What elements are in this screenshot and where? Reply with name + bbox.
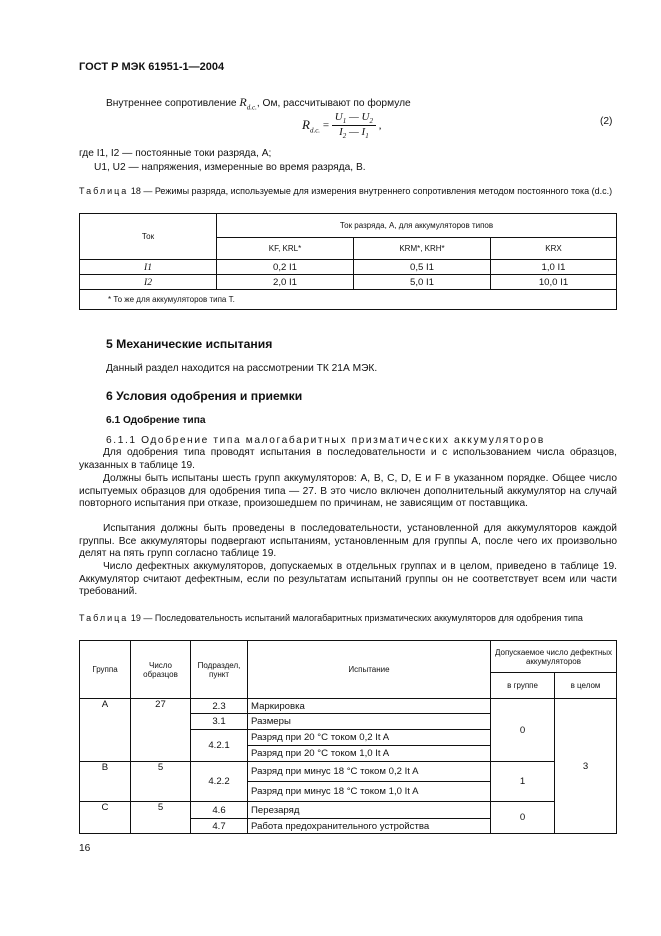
formula-intro-text: Внутреннее сопротивление (106, 98, 237, 109)
t18-cell: 2,0 I1 (217, 275, 354, 290)
section611-title: 6.1.1 Одобрение типа малогабаритных призматических аккумуляторов (106, 435, 545, 446)
t19-test: Перезаряд (248, 802, 491, 819)
t18-cell: 0,5 I1 (354, 260, 491, 275)
t19-defects-c: 0 (491, 802, 555, 834)
t19-head-group: Группа (80, 641, 131, 699)
t18-footnote: * То же для аккумуляторов типа Т. (80, 290, 617, 310)
t18-cell: 5,0 I1 (354, 275, 491, 290)
table-row (80, 762, 617, 782)
t18-cell: 10,0 I1 (491, 275, 617, 290)
paragraph-3: Испытания должны быть проведены в последовательности, установленной для аккумуляторов каждой группы. Все аккумуляторы подвергают испытаниям, установленным для группы А, после чего их произвольно делят на пять групп согласно таблице 19. (79, 523, 617, 560)
t19-samples-c: 5 (131, 802, 191, 834)
t19-head-test: Испытание (248, 641, 491, 699)
t19-clause: 4.6 (191, 802, 248, 819)
t19-clause: 4.2.1 (191, 730, 248, 762)
t18-current: I1 (80, 260, 217, 275)
rdc-symbol: $R_{d.c.}$ (239, 95, 257, 112)
table-row (80, 802, 617, 819)
table-row (80, 275, 617, 290)
t19-test: Разряд при минус 18 °С током 1,0 It A (248, 782, 491, 802)
t19-test: Работа предохранительного устройства (248, 819, 491, 834)
t19-samples-a: 27 (131, 699, 191, 762)
t18-current: I2 (80, 275, 217, 290)
where-line-1: где I1, I2 — постоянные токи разряда, А; (79, 148, 272, 159)
table-18 (79, 213, 617, 310)
t18-head-current: Ток (80, 214, 217, 260)
formula-fraction: $\frac{U_1 — U_2}{I_2 — I_1}$ (332, 111, 376, 140)
page-number: 16 (79, 843, 91, 854)
table-row (80, 699, 617, 714)
t19-group-b: B (80, 762, 131, 802)
t19-samples-b: 5 (131, 762, 191, 802)
t19-head-defects: Допускаемое число дефектных аккумуляторов (491, 641, 617, 673)
paragraph-4: Число дефектных аккумуляторов, допускаемых в отдельных группах и в целом, приведено в таблице 19. Аккумулятор считают дефектным, если по результатам испытаний группы он не соответствует всем или части требований. (79, 561, 617, 598)
t19-head-clause: Подраздел, пункт (191, 641, 248, 699)
t19-group-a: A (80, 699, 131, 762)
standard-header: ГОСТ Р МЭК 61951-1—2004 (79, 61, 225, 73)
t19-test: Маркировка (248, 699, 491, 714)
t19-clause: 4.7 (191, 819, 248, 834)
t18-type-3: KRX (491, 238, 617, 260)
t19-defects-b: 1 (491, 762, 555, 802)
t19-head-in-group: в группе (491, 673, 555, 699)
section6-title: 6 Условия одобрения и приемки (106, 389, 303, 403)
t19-clause: 3.1 (191, 714, 248, 730)
t19-test: Разряд при 20 °С током 0,2 It A (248, 730, 491, 746)
t19-test: Разряд при минус 18 °С током 0,2 It A (248, 762, 491, 782)
section5-text: Данный раздел находится на рассмотрении ТК 21А МЭК. (106, 363, 378, 374)
t19-clause: 2.3 (191, 699, 248, 714)
formula-intro-tail: , Ом, рассчитывают по формуле (256, 98, 411, 109)
t18-cell: 1,0 I1 (491, 260, 617, 275)
paragraph-2: Должны быть испытаны шесть групп аккумуляторов: A, B, C, D, E и F в указанном порядке. Общее число испытуемых образцов для одобрения типа — 27. В это число включен дополнительный аккумулятор на случай повторного испытания при отказе, произошедшем по причинам, не зависящим от поставщика. (79, 473, 617, 510)
section5-title: 5 Механические испытания (106, 337, 273, 351)
t19-test: Разряд при 20 °С током 1,0 It A (248, 746, 491, 762)
table18-caption: Таблица 18 — Режимы разряда, используемые для измерения внутреннего сопротивления методом постоянного тока (d.c.) (79, 186, 613, 196)
t18-type-2: KRM*, KRH* (354, 238, 491, 260)
paragraph-1: Для одобрения типа проводят испытания в последовательности и с использованием числа образцов, указанных в таблице 19. (79, 447, 617, 471)
t19-defects-total: 3 (555, 699, 617, 834)
table-19 (79, 640, 617, 834)
where-line-2: U1, U2 — напряжения, измеренные во время разряда, В. (94, 162, 366, 173)
table-row (80, 260, 617, 275)
t19-group-c: C (80, 802, 131, 834)
t19-head-total: в целом (555, 673, 617, 699)
t19-head-samples: Число образцов (131, 641, 191, 699)
t19-test: Размеры (248, 714, 491, 730)
section61-title: 6.1 Одобрение типа (106, 415, 206, 426)
t18-type-1: KF, KRL* (217, 238, 354, 260)
t19-clause: 4.2.2 (191, 762, 248, 802)
formula-2: $R_{d.c.}$ = $\frac{U_1 — U_2}{I_2 — I_1}$ , (302, 111, 382, 141)
table19-caption: Таблица 19 — Последовательность испытаний малогабаритных призматических аккумуляторов для одобрения типа (79, 613, 583, 623)
t18-head-group: Ток разряда, А, для аккумуляторов типов (217, 214, 617, 238)
t19-defects-a: 0 (491, 699, 555, 762)
formula-lhs: $R_{d.c.}$ (302, 116, 321, 135)
formula-number: (2) (600, 116, 613, 127)
t18-cell: 0,2 I1 (217, 260, 354, 275)
